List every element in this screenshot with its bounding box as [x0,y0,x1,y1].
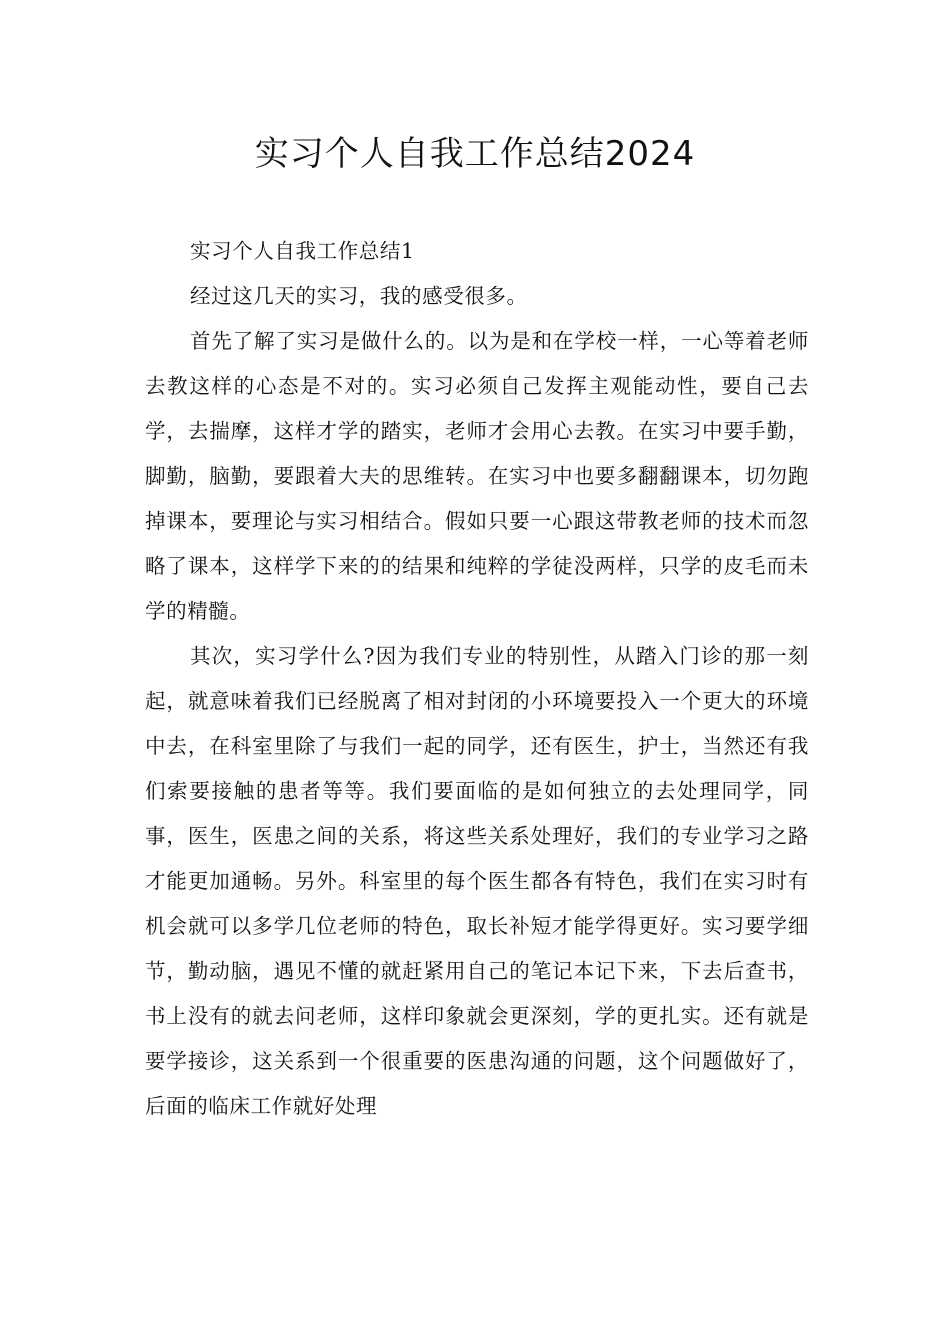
paragraph-first: 首先了解了实习是做什么的。以为是和在学校一样，一心等着老师去教这样的心态是不对的。实习必须自己发挥主观能动性，要自己去学，去揣摩，这样才学的踏实，老师才会用心去教。在实习中要手勤，脚勤，脑勤，要跟着大夫的思维转。在实习中也要多翻翻课本，切勿跑掉课本，要理论与实习相结合。假如只要一心跟这带教老师的技术而忽略了课本，这样学下来的的结果和纯粹的学徒没两样，只学的皮毛而未学的精髓。 [145,329,809,623]
document-body [145,229,809,1129]
document-title: 实习个人自我工作总结2024 [254,134,696,174]
paragraph-second: 其次，实习学什么?因为我们专业的特别性，从踏入门诊的那一刻起，就意味着我们已经脱离了相对封闭的小环境要投入一个更大的环境中去，在科室里除了与我们一起的同学，还有医生，护士，当然还有我们索要接触的患者等等。我们要面临的是如何独立的去处理同学，同事，医生，医患之间的关系，将这些关系处理好，我们的专业学习之路才能更加通畅。另外。科室里的每个医生都各有特色，我们在实习时有机会就可以多学几位老师的特色，取长补短才能学得更好。实习要学细节，勤动脑，遇见不懂的就赶紧用自己的笔记本记下来，下去后查书，书上没有的就去问老师，这样印象就会更深刻，学的更扎实。还有就是要学接诊，这关系到一个很重要的医患沟通的问题，这个问题做好了，后面的临床工作就好处理 [145,644,809,1118]
paragraph-intro: 经过这几天的实习，我的感受很多。 [190,284,528,308]
section-heading: 实习个人自我工作总结1 [190,239,415,263]
